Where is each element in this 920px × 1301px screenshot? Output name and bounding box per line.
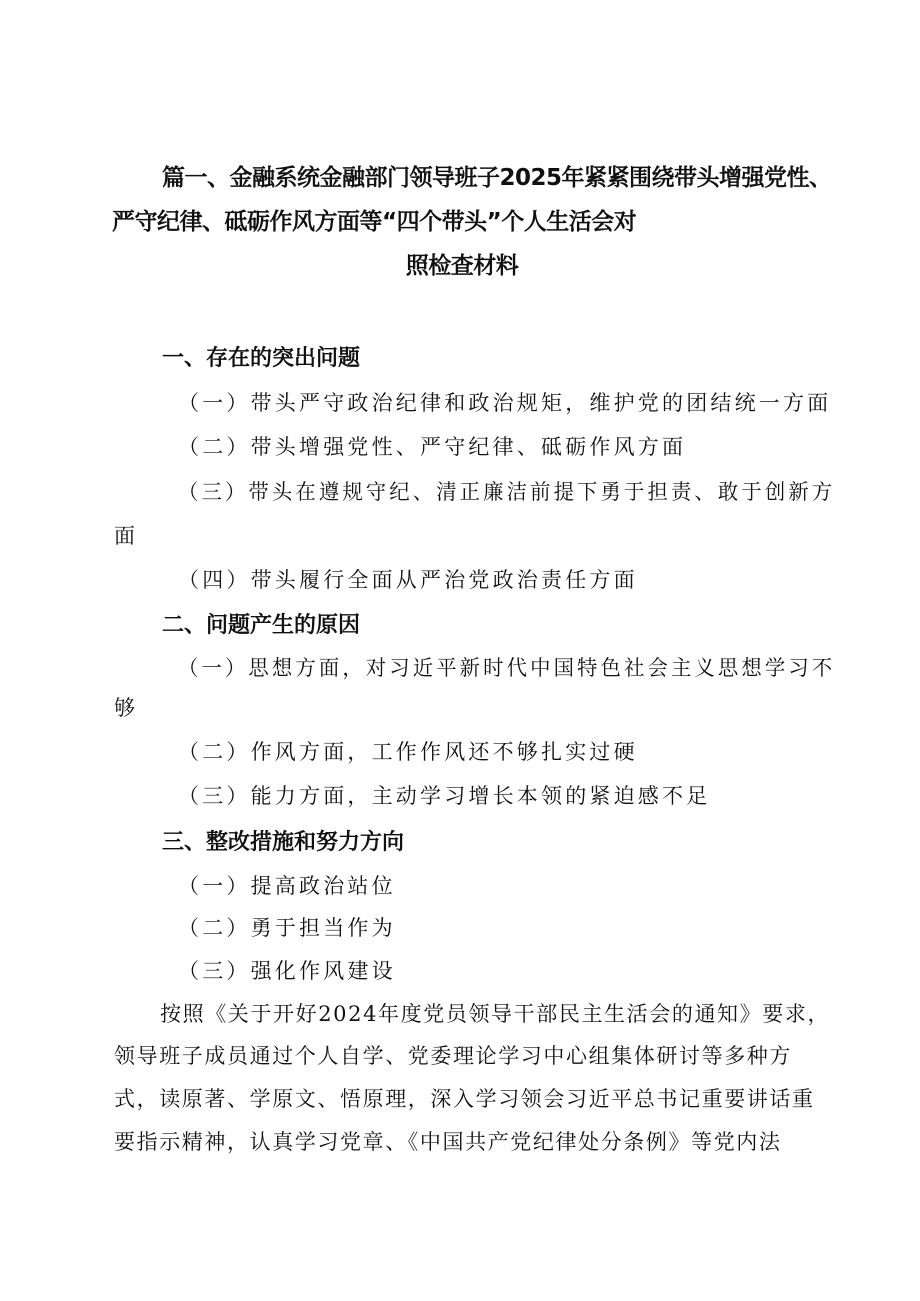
section-2-heading: 二、问题产生的原因: [162, 613, 361, 638]
section-3-heading: 三、整改措施和努力方向: [162, 830, 405, 855]
section-1-item-4: （四）带头履行全面从严治党政治责任方面: [178, 568, 638, 592]
section-2-item-2: （二）作风方面，工作作风还不够扎实过硬: [178, 740, 638, 764]
section-3-item-1: （一）提高政治站位: [178, 874, 396, 898]
document-title: [112, 156, 832, 288]
section-2-item-3: （三）能力方面，主动学习增长本领的紧迫感不足: [178, 784, 711, 808]
body-line-1: 按照《关于开好2024年度党员领导干部民主生活会的通知》要求，: [160, 1002, 831, 1026]
section-3-item-3: （三）强化作风建设: [178, 959, 396, 983]
title-line-1: 篇一、金融系统金融部门领导班子2025年紧紧围绕带头增强党性、: [162, 165, 832, 191]
body-line-2: 领导班子成员通过个人自学、党委理论学习中心组集体研讨等多种方: [114, 1044, 792, 1068]
title-line-2: 严守纪律、砥砺作风方面等“四个带头”个人生活会对: [112, 209, 637, 235]
section-1-item-3: （三）带头在遵规守纪、清正廉洁前提下勇于担责、敢于创新方: [178, 480, 836, 504]
section-1-item-2: （二）带头增强党性、严守纪律、砥砺作风方面: [178, 435, 687, 459]
section-3-item-2: （二）勇于担当作为: [178, 916, 396, 940]
section-1-item-1: （一）带头严守政治纪律和政治规矩，维护党的团结统一方面: [178, 391, 832, 415]
section-1-heading: 一、存在的突出问题: [162, 346, 361, 371]
body-line-3: 式，读原著、学原文、悟原理，深入学习领会习近平总书记重要讲话重: [114, 1087, 815, 1111]
section-2-item-1-cont: 够: [114, 696, 135, 720]
section-2-item-1: （一）思想方面，对习近平新时代中国特色社会主义思想学习不: [178, 656, 836, 680]
body-line-4: 要指示精神，认真学习党章、《中国共产党纪律处分条例》等党内法: [114, 1130, 782, 1154]
title-line-3: 照检查材料: [405, 253, 519, 279]
section-1-item-3-cont: 面: [114, 524, 135, 548]
